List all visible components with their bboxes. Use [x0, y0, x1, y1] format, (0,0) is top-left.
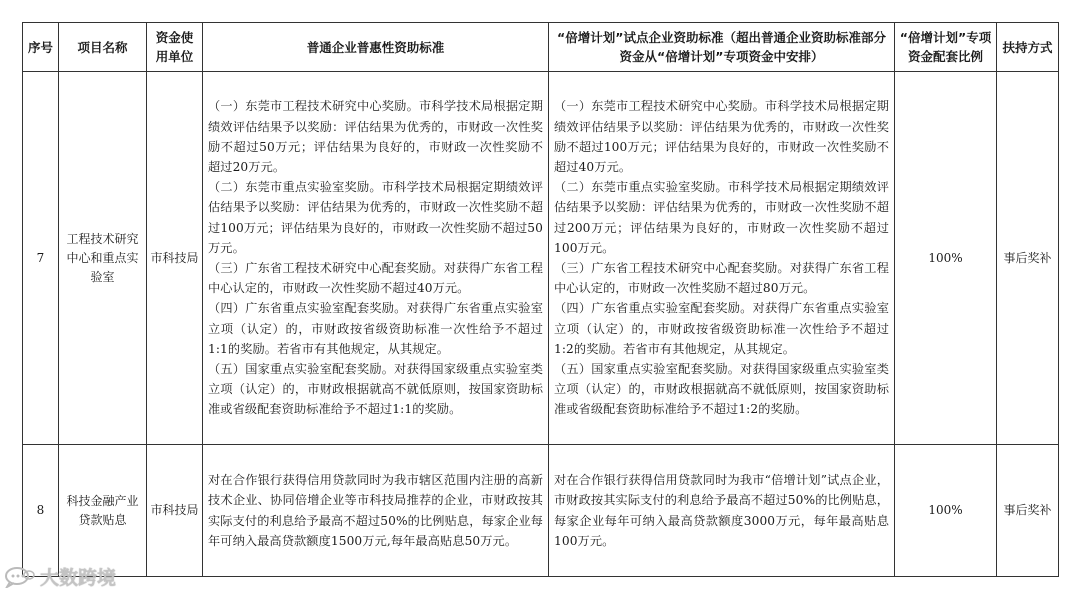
policy-table	[22, 22, 1059, 577]
row-standard-subsidy	[203, 72, 549, 445]
row-standard-subsidy	[203, 445, 549, 577]
header-standard-subsidy: 普通企业普惠性资助标准	[203, 23, 549, 72]
pilot-clause: 对在合作银行获得信用贷款同时为我市“倍增计划”试点企业，市财政按其实际支付的利息给予最高不超过50%的比例贴息，每家企业每年可纳入最高贷款额度3000万元，每年最高贴息100万元。	[554, 473, 889, 548]
row-project-name: 科技金融产业贷款贴息	[59, 445, 147, 577]
standard-clause: （五）国家重点实验室配套奖励。对获得国家级重点实验室类立项（认定）的，市财政根据就高不就低原则，按国家资助标准或省级配套资助标准给予不超过1:1的奖励。	[208, 362, 543, 417]
header-fund-unit: 资金使用单位	[147, 23, 203, 72]
row-project-name: 工程技术研究中心和重点实验室	[59, 72, 147, 445]
row-support-method: 事后奖补	[997, 445, 1059, 577]
row-ratio: 100%	[895, 445, 997, 577]
pilot-clause: （四）广东省重点实验室配套奖励。对获得广东省重点实验室立项（认定）的，市财政按省级资助标准一次性给予不超过1:2的奖励。若省市有其他规定，从其规定。	[554, 301, 889, 356]
pilot-clause: （五）国家重点实验室配套奖励。对获得国家级重点实验室类立项（认定）的，市财政根据就高不就低原则，按国家资助标准或省级配套资助标准给予不超过1:2的奖励。	[554, 362, 889, 417]
row-fund-unit: 市科技局	[147, 72, 203, 445]
standard-clause: （三）广东省工程技术研究中心配套奖励。对获得广东省工程中心认定的，市财政一次性奖励不超过40万元。	[208, 261, 543, 296]
chat-bubble-logo-icon	[4, 566, 36, 588]
watermark	[4, 563, 116, 590]
table-header-row	[23, 23, 1059, 72]
row-pilot-subsidy	[549, 72, 895, 445]
header-ratio: “倍增计划”专项资金配套比例	[895, 23, 997, 72]
pilot-clause: （二）东莞市重点实验室奖励。市科学技术局根据定期绩效评估结果予以奖励：评估结果为优秀的，市财政一次性奖励不超过200万元；评估结果为良好的，市财政一次性奖励不超过100万元。	[554, 180, 889, 255]
header-pilot-subsidy: “倍增计划”试点企业资助标准（超出普通企业资助标准部分资金从“倍增计划”专项资金中安排）	[549, 23, 895, 72]
header-project-name: 项目名称	[59, 23, 147, 72]
standard-clause: （四）广东省重点实验室配套奖励。对获得广东省重点实验室立项（认定）的，市财政按省级资助标准一次性给予不超过1:1的奖励。若省市有其他规定，从其规定。	[208, 301, 543, 356]
row-ratio: 100%	[895, 72, 997, 445]
header-support-method: 扶持方式	[997, 23, 1059, 72]
table-row	[23, 445, 1059, 577]
standard-clause: （二）东莞市重点实验室奖励。市科学技术局根据定期绩效评估结果予以奖励：评估结果为优秀的，市财政一次性奖励不超过100万元；评估结果为良好的，市财政一次性奖励不超过50万元。	[208, 180, 543, 255]
pilot-clause: （三）广东省工程技术研究中心配套奖励。对获得广东省工程中心认定的，市财政一次性奖励不超过80万元。	[554, 261, 889, 296]
watermark-text: 大数跨境	[40, 567, 117, 589]
standard-clause: （一）东莞市工程技术研究中心奖励。市科学技术局根据定期绩效评估结果予以奖励：评估结果为优秀的，市财政一次性奖励不超过50万元；评估结果为良好的，市财政一次性奖励不超过20万元。	[208, 99, 543, 174]
row-seq: 8	[23, 445, 59, 577]
row-pilot-subsidy	[549, 445, 895, 577]
standard-clause: 对在合作银行获得信用贷款同时为我市辖区范围内注册的高新技术企业、协同倍增企业等市科技局推荐的企业，市财政按其实际支付的利息给予最高不超过50%的比例贴息，每家企业每年可纳入最高贷款额度1500万元,每年最高贴息50万元。	[208, 473, 543, 548]
pilot-clause: （一）东莞市工程技术研究中心奖励。市科学技术局根据定期绩效评估结果予以奖励：评估结果为优秀的，市财政一次性奖励不超过100万元；评估结果为良好的，市财政一次性奖励不超过40万元。	[554, 99, 889, 174]
row-fund-unit: 市科技局	[147, 445, 203, 577]
row-support-method: 事后奖补	[997, 72, 1059, 445]
row-seq: 7	[23, 72, 59, 445]
header-seq: 序号	[23, 23, 59, 72]
table-row	[23, 72, 1059, 445]
